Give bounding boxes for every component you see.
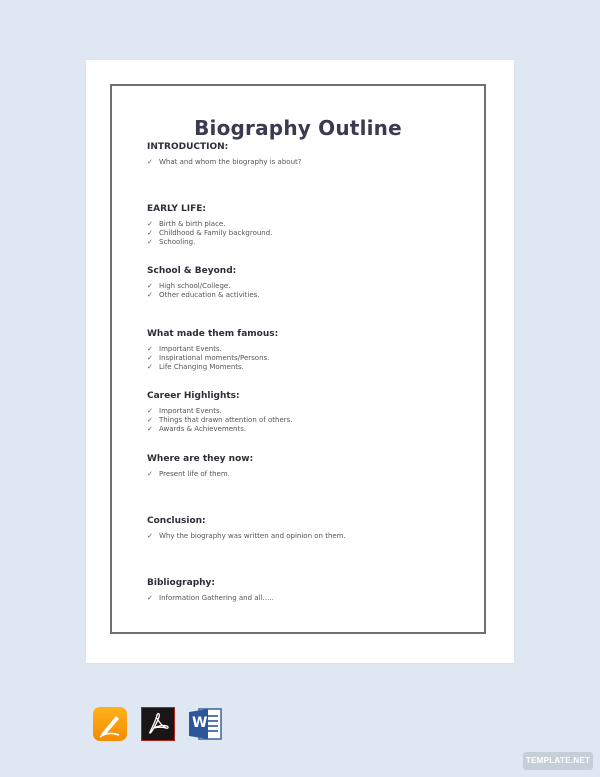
pdf-icon[interactable] [141, 707, 175, 741]
list-item [147, 407, 477, 416]
list-item-text: Important Events. [159, 407, 222, 415]
list-item [147, 345, 477, 354]
template-net-badge[interactable]: TEMPLATE.NET [523, 752, 593, 770]
section-items [147, 220, 477, 247]
check-icon: ✓ [147, 158, 153, 166]
document-page [86, 60, 514, 663]
list-item-text: Present life of them. [159, 470, 230, 478]
check-icon: ✓ [147, 238, 153, 246]
section-famous [147, 329, 477, 372]
check-icon: ✓ [147, 425, 153, 433]
section-heading: What made them famous: [147, 329, 279, 339]
document-frame [110, 84, 486, 634]
word-icon[interactable] [188, 707, 222, 741]
section-conclusion [147, 516, 477, 541]
section-items [147, 158, 477, 167]
list-item [147, 238, 477, 247]
check-icon: ✓ [147, 229, 153, 237]
section-bibliography [147, 578, 477, 603]
list-item [147, 416, 477, 425]
section-heading: Career Highlights: [147, 391, 240, 401]
list-item [147, 594, 477, 603]
list-item [147, 291, 477, 300]
section-items [147, 407, 477, 434]
section-items [147, 532, 477, 541]
check-icon: ✓ [147, 345, 153, 353]
section-heading: Where are they now: [147, 454, 254, 464]
section-heading: Conclusion: [147, 516, 206, 526]
list-item-text: What and whom the biography is about? [159, 158, 302, 166]
check-icon: ✓ [147, 282, 153, 290]
list-item-text: Information Gathering and all….. [159, 594, 274, 602]
section-heading: INTRODUCTION: [147, 142, 229, 152]
section-heading: School & Beyond: [147, 266, 237, 276]
section-items [147, 594, 477, 603]
check-icon: ✓ [147, 470, 153, 478]
section-introduction [147, 142, 477, 167]
list-item-text: Schooling. [159, 238, 196, 246]
list-item-text: Inspirational moments/Persons. [159, 354, 270, 362]
section-career [147, 391, 477, 434]
section-heading: EARLY LIFE: [147, 204, 207, 214]
list-item-text: Awards & Achievements. [159, 425, 247, 433]
list-item [147, 470, 477, 479]
list-item [147, 354, 477, 363]
list-item-text: High school/College. [159, 282, 231, 290]
check-icon: ✓ [147, 594, 153, 602]
list-item [147, 220, 477, 229]
list-item [147, 158, 477, 167]
list-item [147, 229, 477, 238]
section-heading: Bibliography: [147, 578, 216, 588]
check-icon: ✓ [147, 416, 153, 424]
pages-icon[interactable] [93, 707, 127, 741]
list-item [147, 532, 477, 541]
list-item [147, 425, 477, 434]
section-now [147, 454, 477, 479]
document-title: Biography Outline [194, 116, 402, 140]
word-letter: W [192, 715, 208, 731]
check-icon: ✓ [147, 291, 153, 299]
pages-pen-icon [93, 707, 127, 741]
list-item [147, 282, 477, 291]
section-items [147, 345, 477, 372]
section-items [147, 470, 477, 479]
list-item-text: Birth & birth place. [159, 220, 226, 228]
list-item-text: Other education & activities. [159, 291, 260, 299]
check-icon: ✓ [147, 407, 153, 415]
list-item-text: Life Changing Moments. [159, 363, 244, 371]
check-icon: ✓ [147, 532, 153, 540]
list-item-text: Things that drawn attention of others. [159, 416, 293, 424]
list-item [147, 363, 477, 372]
acrobat-icon [142, 708, 174, 740]
list-item-text: Why the biography was written and opinion on them. [159, 532, 346, 540]
check-icon: ✓ [147, 220, 153, 228]
list-item-text: Important Events. [159, 345, 222, 353]
check-icon: ✓ [147, 354, 153, 362]
section-items [147, 282, 477, 300]
list-item-text: Childhood & Family background. [159, 229, 273, 237]
section-early-life [147, 204, 477, 247]
section-school-beyond [147, 266, 477, 300]
check-icon: ✓ [147, 363, 153, 371]
